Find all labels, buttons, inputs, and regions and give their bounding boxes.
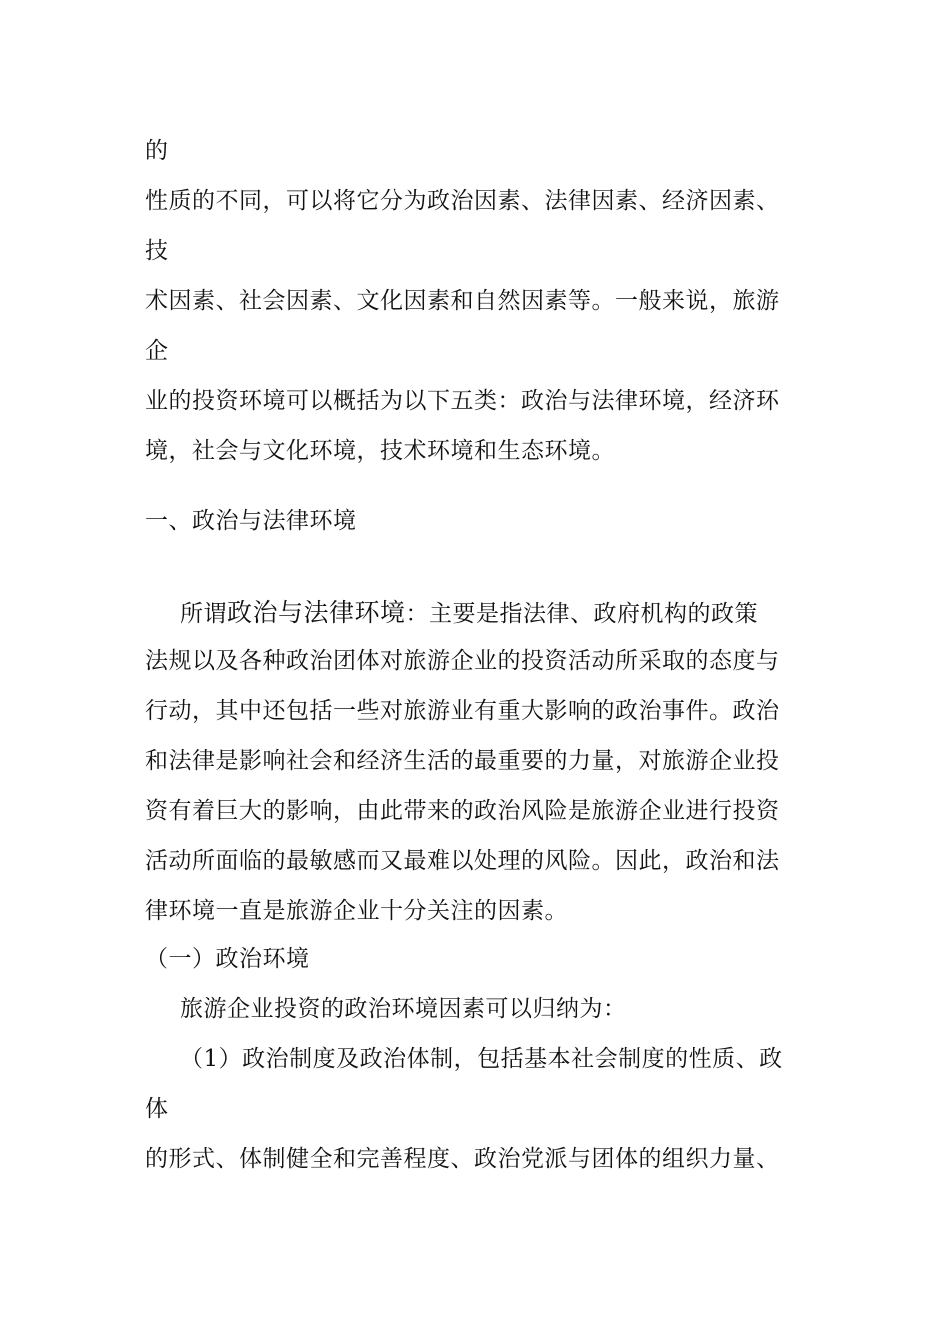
text-line: 律环境一直是旅游企业十分关注的因素。 (145, 898, 568, 924)
section-heading: 一、政治与法律环境 (145, 508, 357, 534)
text-line: 术因素、社会因素、文化因素和自然因素等。一般来说，旅游 (145, 288, 780, 314)
text-line: 企 (145, 338, 169, 364)
text-line: 行动，其中还包括一些对旅游业有重大影响的政治事件。政治 (145, 698, 780, 724)
text-line: 的 (145, 138, 169, 164)
text-line: 境，社会与文化环境，技术环境和生态环境。 (145, 438, 615, 464)
text-line: 旅游企业投资的政治环境因素可以归纳为： (180, 996, 627, 1022)
defined-term: 政治与法律环境 (227, 598, 406, 627)
subheading: （一）政治环境 (145, 946, 310, 972)
para-prefix: 所谓 (180, 601, 227, 627)
text-line: 和法律是影响社会和经济生活的最重要的力量，对旅游企业投 (145, 748, 780, 774)
text-line: 活动所面临的最敏感而又最难以处理的风险。因此，政治和法 (145, 848, 780, 874)
text-line: 性质的不同，可以将它分为政治因素、法律因素、经济因素、 (145, 188, 780, 214)
text-line: 法规以及各种政治团体对旅游企业的投资活动所采取的态度与 (145, 648, 780, 674)
text-line: 体 (145, 1096, 169, 1122)
text-line: 的形式、体制健全和完善程度、政治党派与团体的组织力量、 (145, 1146, 780, 1172)
text-line: 业的投资环境可以概括为以下五类：政治与法律环境，经济环 (145, 388, 780, 414)
list-item-1: （1）政治制度及政治体制，包括基本社会制度的性质、政 (180, 1046, 783, 1072)
paragraph-intro (180, 598, 758, 629)
text-line: 技 (145, 238, 169, 264)
para-rest: ：主要是指法律、政府机构的政策 (405, 601, 759, 627)
text-line: 资有着巨大的影响，由此带来的政治风险是旅游企业进行投资 (145, 798, 780, 824)
